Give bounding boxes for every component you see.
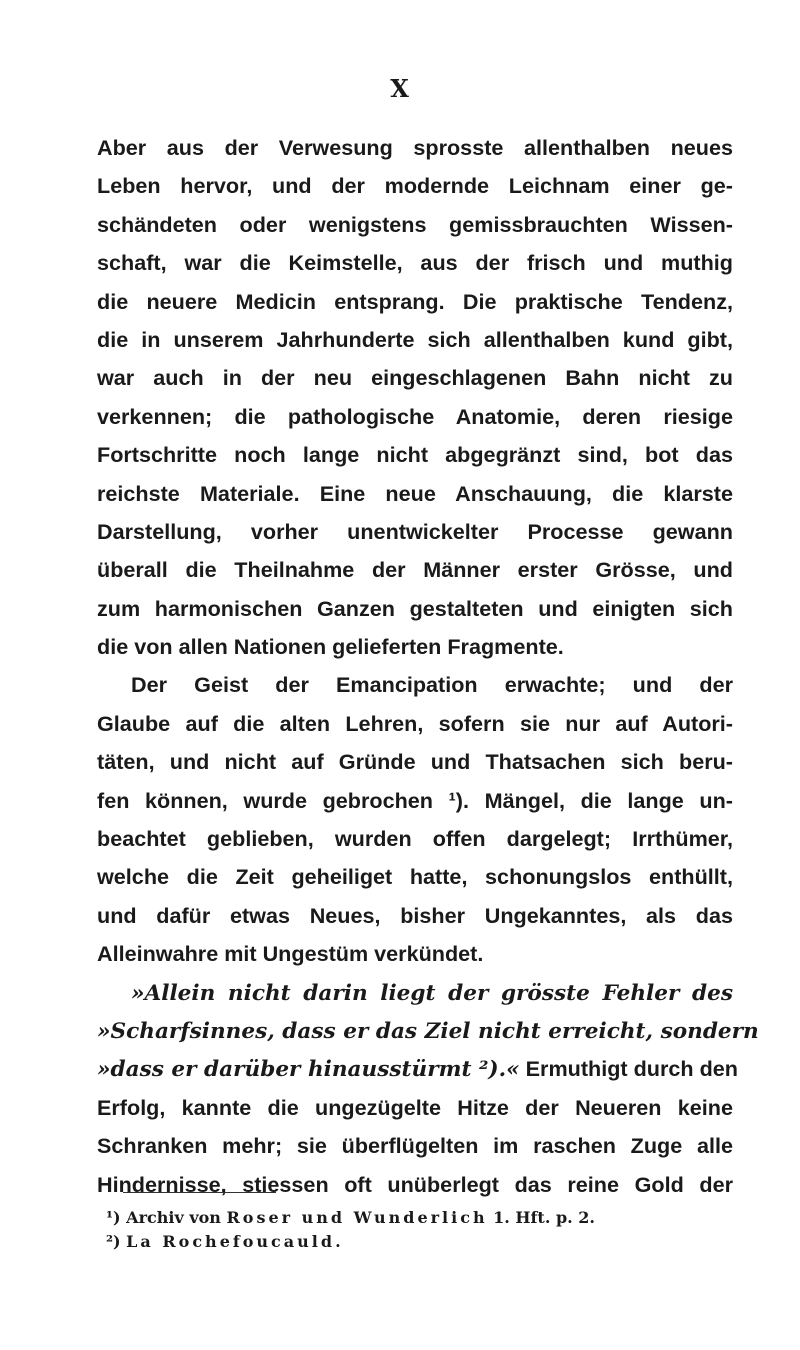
text-line: Erfolg, kannte die ungezügelte Hitze der Neueren keine — [97, 1094, 733, 1120]
text-line: war auch in der neu eingeschlagenen Bahn nicht zu — [97, 365, 733, 391]
text-line: überall die Theilnahme der Männer erster Grösse, und — [97, 557, 733, 583]
text-line: Schranken mehr; sie überflügelten im raschen Zuge alle — [97, 1133, 733, 1159]
footnote-2 — [106, 1230, 726, 1254]
text-line: die von allen Nationen gelieferten Fragmente. — [97, 634, 564, 660]
text-line: welche die Zeit geheiliget hatte, schonungslos enthüllt, — [97, 864, 733, 890]
footnote-1 — [106, 1206, 726, 1230]
footnote-author-names: Roser und Wunderlich — [226, 1208, 488, 1227]
text-line: Alleinwahre mit Ungestüm verkündet. — [97, 941, 484, 967]
quote-text: »Allein nicht darin liegt der grösste Fehler des — [131, 980, 733, 1006]
text-line: täten, und nicht auf Gründe und Thatsachen sich beru- — [97, 749, 733, 775]
quote-text: »dass er darüber hinausstürmt ²).« — [97, 1057, 520, 1083]
footnote-text: ¹) Archiv von — [106, 1208, 227, 1227]
text-line: die in unserem Jahrhunderte sich allenthalben kund gibt, — [97, 326, 733, 352]
text-line: verkennen; die pathologische Anatomie, deren riesige — [97, 403, 733, 429]
text-line: Darstellung, vorher unentwickelter Processe gewann — [97, 518, 733, 544]
text-line: fen können, wurde gebrochen ¹). Mängel, die lange un- — [97, 787, 733, 813]
text-line: Fortschritte noch lange nicht abgegränzt sind, bot das — [97, 442, 733, 468]
text-line: Aber aus der Verwesung sprosste allenthalben neues — [97, 135, 733, 160]
text-fragment: Ermuthigt durch den — [519, 1056, 738, 1082]
page-number: X — [390, 74, 410, 103]
body-text — [97, 129, 759, 1204]
text-line: Leben hervor, und der modernde Leichnam einer ge- — [97, 173, 733, 199]
text-line: reichste Materiale. Eine neue Anschauung, die klarste — [97, 480, 733, 506]
quote-line — [97, 1012, 759, 1050]
quote-line — [97, 1050, 738, 1088]
footnotes — [106, 1206, 726, 1254]
quote-line — [97, 974, 733, 1012]
footnote-separator — [123, 1192, 276, 1193]
footnote-text: ²) — [106, 1232, 127, 1251]
text-line: Glaube auf die alten Lehren, sofern sie nur auf Autori- — [97, 710, 733, 736]
text-line: und dafür etwas Neues, bisher Ungekanntes, als das — [97, 902, 733, 928]
text-line: schändeten oder wenigstens gemissbrauchten Wissen- — [97, 211, 733, 237]
footnote-author-name: La Rochefoucauld. — [126, 1232, 344, 1251]
text-line: zum harmonischen Ganzen gestalteten und einigten sich — [97, 595, 733, 621]
text-line: Hindernisse, stiessen oft unüberlegt das reine Gold der — [97, 1171, 733, 1197]
text-line: schaft, war die Keimstelle, aus der frisch und muthig — [97, 250, 733, 276]
footnote-text: 1. Hft. p. 2. — [487, 1208, 595, 1227]
quote-text: »Scharfsinnes, dass er das Ziel nicht erreicht, sondern — [97, 1018, 759, 1044]
text-line: Der Geist der Emancipation erwachte; und der — [131, 672, 733, 698]
text-line: die neuere Medicin entsprang. Die praktische Tendenz, — [97, 288, 733, 314]
text-line: beachtet geblieben, wurden offen dargelegt; Irrthümer, — [97, 826, 733, 852]
